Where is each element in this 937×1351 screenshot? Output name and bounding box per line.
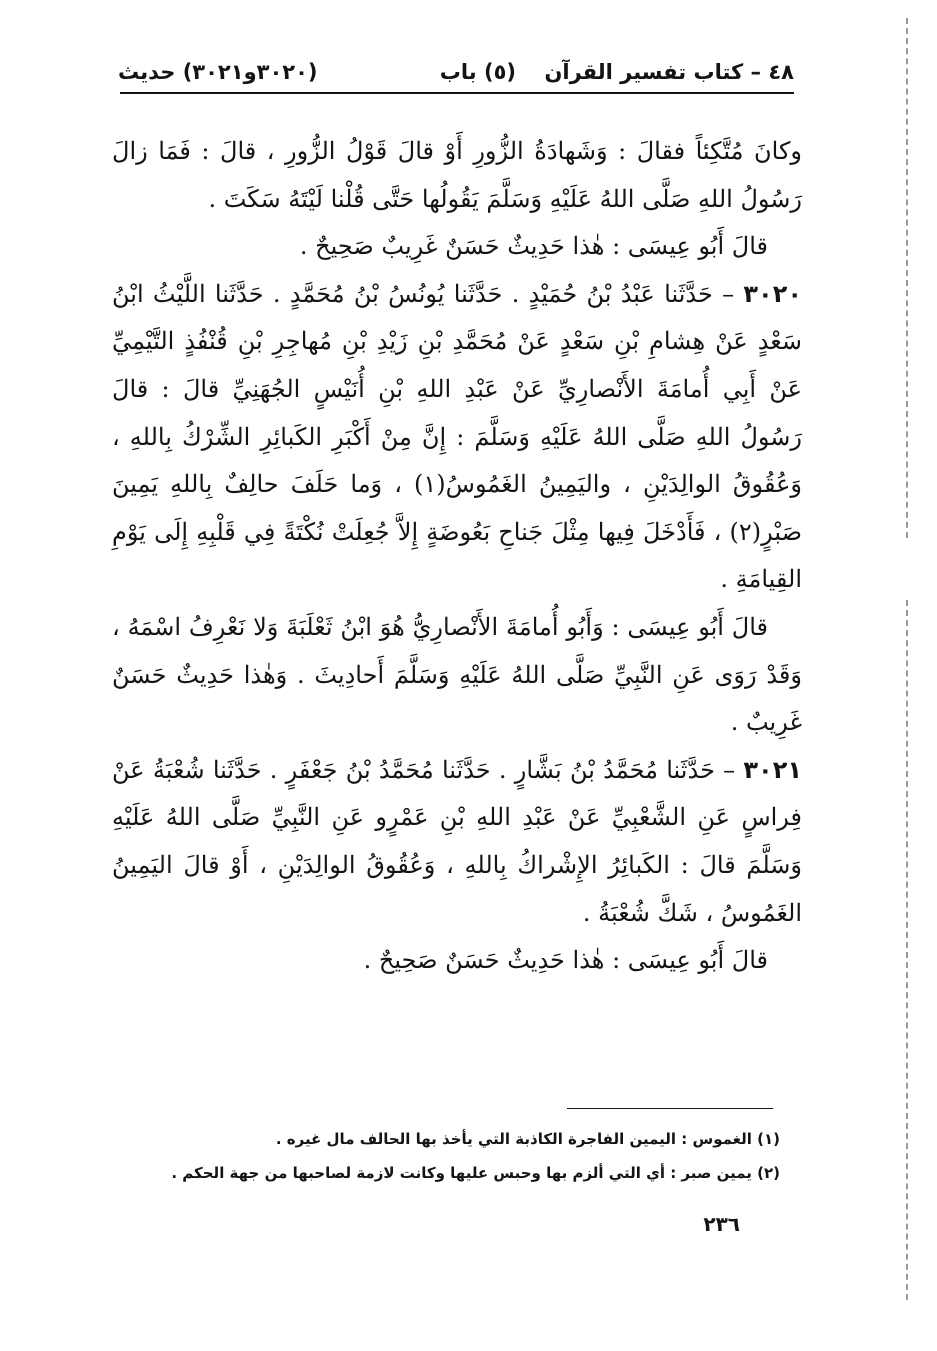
- header-rule: [120, 92, 794, 94]
- paragraph-abu-isa-comment-3: قالَ أَبُو عِيسَى : هٰذا حَدِيثٌ حَسَنٌ صَحِيحٌ .: [363, 946, 768, 975]
- scan-edge-mark: [906, 18, 908, 538]
- main-text: [112, 128, 802, 985]
- footnotes: [140, 1122, 780, 1190]
- footnote-1: (١) الغموس : اليمين الفاجرة الكاذبة التي يأخذ بها الحالف مال غيره .: [275, 1130, 780, 1148]
- scan-edge-mark-lower: [906, 600, 908, 1300]
- header-hadith-range: (٣٠٢٠و٣٠٢١) حديث: [118, 60, 318, 84]
- paragraph-hadith-3020: [112, 271, 802, 604]
- header-book-title: ٤٨ – كتاب تفسير القرآن: [544, 60, 794, 84]
- hadith-3021-text: – حَدَّثَنا مُحَمَّدُ بْنُ بَشَّارٍ . حَدَّثَنا مُحَمَّدُ بْنُ جَعْفَرٍ . حَدَّثَنا شُعْبَةُ عَنْ فِراسٍ عَنِ الشَّعْبِيِّ عَنْ عَبْدِ اللهِ بْنِ عَمْرٍو عَنِ النَّبِيِّ صَلَّى اللهُ عَلَيْهِ وَسَلَّمَ قالَ : الكَبائِرُ الإِشْراكُ بِاللهِ ، وَعُقُوقُ الوالِدَيْنِ ، أَوْ قالَ اليَمِينُ الغَمُوسُ ، شَكَّ شُعْبَةُ .: [112, 755, 802, 927]
- hadith-3020-text: – حَدَّثَنا عَبْدُ بْنُ حُمَيْدٍ . حَدَّثَنا يُونُسُ بْنُ مُحَمَّدٍ . حَدَّثَنا اللَّيْثُ ابْنُ سَعْدٍ عَنْ هِشامِ بْنِ سَعْدٍ عَنْ مُحَمَّدِ بْنِ زَيْدِ بْنِ مُهاجِرِ بْنِ قُنْفُذٍ التَّيْمِيِّ عَنْ أَبِي أُمامَةَ الأَنْصارِيِّ عَنْ عَبْدِ اللهِ بْنِ أُنَيْسٍ الجُهَنِيِّ قالَ : قالَ رَسُولُ اللهِ صَلَّى اللهُ عَلَيْهِ وَسَلَّمَ : إِنَّ مِنْ أَكْبَرِ الكَبائِرِ الشِّرْكُ بِاللهِ ، وَعُقُوقُ الوالِدَيْنِ ، واليَمِينُ الغَمُوسُ(١) ، وَما حَلَفَ حالِفٌ بِاللهِ يَمِينَ صَبْرٍ(٢) ، فَأَدْخَلَ فِيها مِثْلَ جَناحِ بَعُوضَةٍ إِلاَّ جُعِلَتْ نُكْتَةً فِي قَلْبِهِ إِلَى يَوْمِ القِيامَةِ .: [112, 279, 802, 594]
- paragraph-continuation: وكانَ مُتَّكِئاً فقالَ : وَشَهادَةُ الزُّورِ أَوْ قالَ قَوْلُ الزُّورِ ، قالَ : فَمَا زالَ رَسُولُ اللهِ صَلَّى اللهُ عَلَيْهِ وَسَلَّمَ يَقُولُها حَتَّى قُلْنا لَيْتَهُ سَكَتَ .: [112, 137, 802, 213]
- hadith-number-3020: ٣٠٢٠: [743, 279, 802, 308]
- footnote-rule: [567, 1108, 773, 1109]
- header-chapter: (٥) باب: [439, 60, 516, 84]
- page-number: ٢٣٦: [703, 1212, 740, 1236]
- hadith-number-3021: ٣٠٢١: [743, 755, 802, 784]
- paragraph-hadith-3021: [112, 747, 802, 937]
- running-header: [118, 56, 794, 92]
- paragraph-abu-isa-comment-2: قالَ أَبُو عِيسَى : وَأَبُو أُمامَةَ الأَنْصارِيُّ هُوَ ابْنُ ثَعْلَبَةَ وَلا نَعْرِفُ اسْمَهُ ، وَقَدْ رَوَى عَنِ النَّبِيِّ صَلَّى اللهُ عَلَيْهِ وَسَلَّمَ أَحادِيثَ . وَهٰذا حَدِيثٌ حَسَنٌ غَرِيبٌ .: [112, 612, 802, 737]
- paragraph-abu-isa-comment-1: قالَ أَبُو عِيسَى : هٰذا حَدِيثٌ حَسَنٌ غَرِيبٌ صَحِيحٌ .: [299, 232, 768, 261]
- footnote-2: (٢) يمين صبر : أي التي ألزم بها وحبس عليها وكانت لازمة لصاحبها من جهة الحكم .: [171, 1164, 780, 1182]
